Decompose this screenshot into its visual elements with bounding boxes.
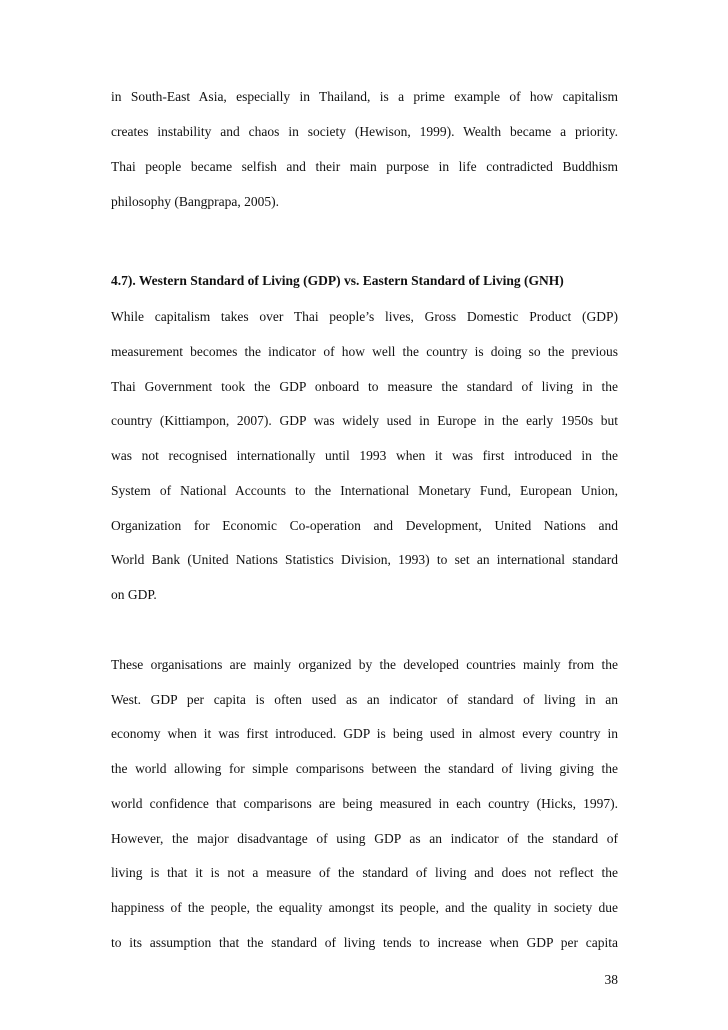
- paragraph-2-line-8: World Bank (United Nations Statistics Division, 1993) to set an international standard: [111, 552, 618, 567]
- paragraph-2-line-1: While capitalism takes over Thai people’s lives, Gross Domestic Product (GDP): [111, 309, 618, 324]
- paragraph-3-line-6: However, the major disadvantage of using GDP as an indicator of the standard of: [111, 831, 618, 846]
- paragraph-1-line-3: Thai people became selfish and their main purpose in life contradicted Buddhism: [111, 159, 618, 174]
- paragraph-2-line-5: was not recognised internationally until 1993 when it was first introduced in the: [111, 448, 618, 463]
- paragraph-2-line-7: Organization for Economic Co-operation and Development, United Nations and: [111, 518, 618, 533]
- page-number: 38: [604, 972, 618, 987]
- paragraph-1-line-4: philosophy (Bangprapa, 2005).: [111, 194, 279, 209]
- paragraph-1-line-2: creates instability and chaos in society (Hewison, 1999). Wealth became a priority.: [111, 124, 618, 139]
- paragraph-3-line-8: happiness of the people, the equality amongst its people, and the quality in society due: [111, 900, 618, 915]
- paragraph-2-line-4: country (Kittiampon, 2007). GDP was widely used in Europe in the early 1950s but: [111, 413, 618, 428]
- section-heading: 4.7). Western Standard of Living (GDP) vs. Eastern Standard of Living (GNH): [111, 273, 564, 288]
- paragraph-3-line-3: economy when it was first introduced. GDP is being used in almost every country in: [111, 726, 618, 741]
- paragraph-2-line-9: on GDP.: [111, 587, 157, 602]
- paragraph-3-line-9: to its assumption that the standard of living tends to increase when GDP per capita: [111, 935, 618, 950]
- paragraph-2-line-3: Thai Government took the GDP onboard to measure the standard of living in the: [111, 379, 618, 394]
- paragraph-3-line-5: world confidence that comparisons are being measured in each country (Hicks, 1997).: [111, 796, 618, 811]
- paragraph-3-line-4: the world allowing for simple comparisons between the standard of living giving the: [111, 761, 618, 776]
- paragraph-1-line-1: in South-East Asia, especially in Thailand, is a prime example of how capitalism: [111, 89, 618, 104]
- paragraph-2-line-6: System of National Accounts to the International Monetary Fund, European Union,: [111, 483, 618, 498]
- paragraph-3-line-7: living is that it is not a measure of the standard of living and does not reflect the: [111, 865, 618, 880]
- paragraph-2-line-2: measurement becomes the indicator of how well the country is doing so the previous: [111, 344, 618, 359]
- paragraph-3-line-2: West. GDP per capita is often used as an indicator of standard of living in an: [111, 692, 618, 707]
- paragraph-3-line-1: These organisations are mainly organized by the developed countries mainly from the: [111, 657, 618, 672]
